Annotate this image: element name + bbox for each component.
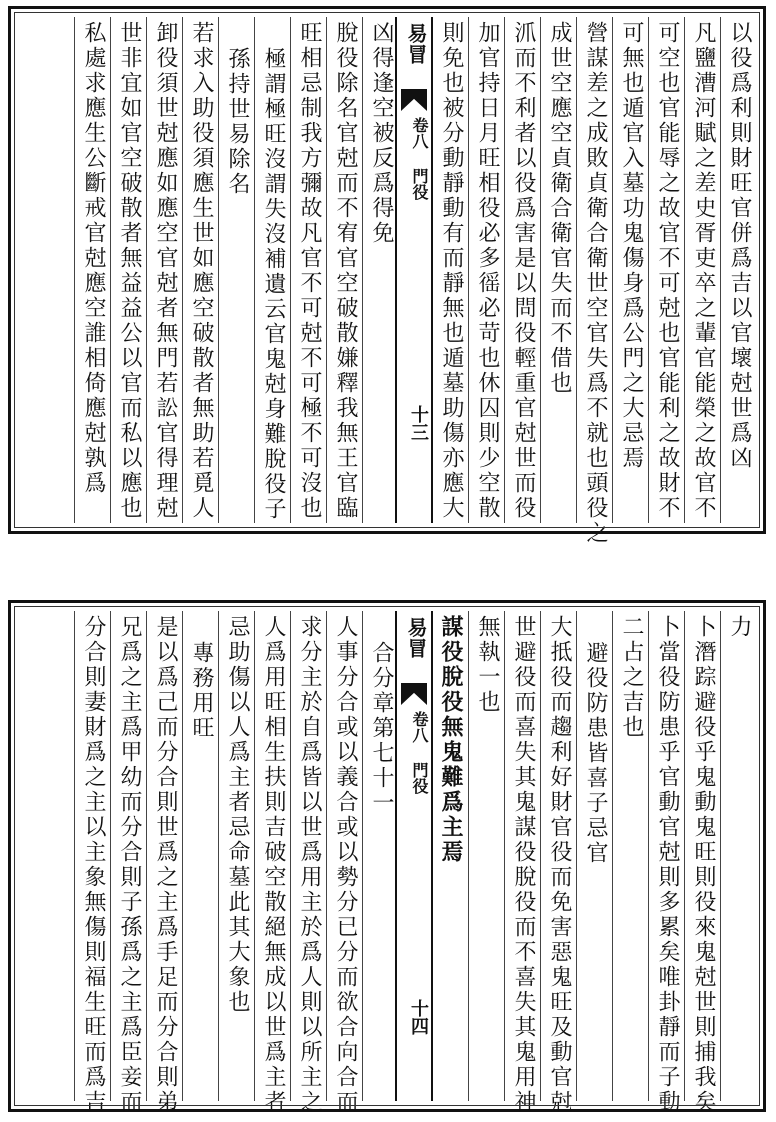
text-column bbox=[326, 611, 363, 1115]
text-column bbox=[720, 17, 757, 523]
text-column bbox=[218, 17, 255, 523]
text-column bbox=[576, 611, 613, 1101]
column-text: 可空也官能辱之故官不可尅也官能利之故財不 bbox=[655, 21, 680, 521]
column-text: 謀役脫役無鬼難爲主焉 bbox=[438, 615, 464, 865]
column-text: 成世空應空貞衛合衛官失而不借也 bbox=[547, 21, 572, 396]
text-column bbox=[684, 611, 721, 1115]
text-column bbox=[182, 17, 219, 523]
folio-number: 十三 bbox=[408, 405, 429, 441]
column-text: 若求入助役須應生世如應空破散者無助若覓人 bbox=[189, 21, 214, 521]
text-column bbox=[504, 17, 541, 523]
column-text: 凡鹽漕河賦之差史胥吏卒之輩官能榮之故官不 bbox=[691, 21, 716, 521]
text-column bbox=[684, 17, 721, 523]
running-title: 易冒 bbox=[404, 23, 428, 65]
fishtail-mark bbox=[401, 683, 427, 705]
column-text: 卜當役防患乎官動官尅則多累矣唯卦靜而子動 bbox=[655, 615, 680, 1115]
column-text: 二占之吉也 bbox=[619, 615, 644, 740]
column-text: 忌助傷以人爲主者忌命墓此其大象也 bbox=[225, 615, 250, 1015]
folio-number: 十四 bbox=[408, 999, 429, 1035]
text-column bbox=[110, 611, 147, 1115]
column-text: 分合則妻財爲之主以主象無傷則福生旺而爲吉 bbox=[81, 615, 106, 1115]
text-column bbox=[540, 17, 577, 523]
page-bottom bbox=[8, 600, 766, 1115]
center-fold-column bbox=[395, 611, 433, 1101]
text-column bbox=[576, 17, 613, 546]
column-text: 大抵役而趨利好財官役而免害惡鬼旺及動官尅 bbox=[547, 615, 572, 1115]
text-column bbox=[612, 611, 649, 1101]
column-text: 求分主於自爲皆以世爲用主於爲人則以所主之 bbox=[297, 615, 322, 1115]
column-text: 卜潛踪避役乎鬼動鬼旺則役來鬼尅世則捕我矣 bbox=[691, 615, 716, 1115]
section-label: 卷八 門役 bbox=[410, 711, 429, 794]
column-text: 是以爲己而分合則世爲之主爲手足而分合則弟 bbox=[153, 615, 178, 1115]
text-column bbox=[504, 611, 541, 1115]
center-fold-column bbox=[395, 17, 433, 523]
text-column bbox=[146, 17, 183, 523]
section-label: 卷八 門役 bbox=[410, 117, 429, 200]
column-text: 加官持日月旺相役必多徭必苛也休囚則少空散 bbox=[475, 21, 500, 521]
text-column bbox=[326, 17, 363, 523]
column-text: 避役防患皆喜子忌官 bbox=[583, 641, 608, 866]
fishtail-mark bbox=[401, 89, 427, 111]
column-text: 則免也被分動靜動有而靜無也遁墓助傷亦應大 bbox=[439, 21, 464, 521]
text-column bbox=[110, 17, 147, 523]
column-text: 私處求應生公斷戒官尅應空誰相倚應尅孰爲 bbox=[81, 21, 106, 496]
text-column bbox=[254, 17, 291, 523]
column-text: 脫役除名官尅而不宥官空破散嫌釋我無王官臨 bbox=[333, 21, 358, 521]
chapter-heading bbox=[362, 611, 399, 1101]
text-column bbox=[720, 611, 757, 1101]
text-column bbox=[612, 17, 649, 523]
column-text: 營謀差之成敗貞衛合衛世空官失爲不就也頭役之 bbox=[583, 21, 608, 546]
text-column bbox=[432, 17, 469, 523]
text-column bbox=[432, 611, 469, 1101]
column-text: 兄爲之主爲甲幼而分合則子孫爲之主爲臣妾而 bbox=[117, 615, 142, 1115]
text-column bbox=[540, 611, 577, 1115]
text-column bbox=[290, 17, 327, 523]
column-text: 人爲用旺相生扶則吉破空散絕無成以世爲主者 bbox=[261, 615, 286, 1115]
text-column bbox=[468, 611, 505, 1101]
text-column bbox=[74, 17, 111, 523]
column-text: 沠而不利者以役爲害是以問役輕重官尅世而役 bbox=[511, 21, 536, 521]
column-text: 力 bbox=[727, 615, 752, 640]
column-text: 可無也遁官入墓功鬼傷身爲公門之大忌焉 bbox=[619, 21, 644, 471]
column-text: 無執一也 bbox=[475, 615, 500, 715]
page-top bbox=[8, 6, 766, 546]
text-column bbox=[648, 611, 685, 1115]
column-text: 卸役須世尅應如應空官尅者無門若訟官得理尅 bbox=[153, 21, 178, 521]
column-text: 世非宜如官空破散者無益益公以官而私以應也 bbox=[117, 21, 142, 521]
column-text: 凶得逢空被反爲得免 bbox=[369, 21, 394, 246]
column-text: 以役爲利則財旺官併爲吉以官壞尅世爲凶 bbox=[727, 21, 752, 471]
column-text: 專務用旺 bbox=[189, 641, 214, 741]
column-text: 合分章第七十一 bbox=[369, 641, 394, 816]
text-column bbox=[182, 611, 219, 1101]
column-text: 孫持世易除名 bbox=[225, 47, 250, 197]
column-text: 旺相忌制我方彌故凡官不可尅不可極不可沒也 bbox=[297, 21, 322, 521]
running-title: 易冒 bbox=[404, 617, 428, 659]
column-text: 極謂極旺沒謂失沒補遺云官鬼尅身難脫役子 bbox=[261, 47, 286, 522]
text-column bbox=[362, 17, 399, 523]
column-text: 世避役而喜失其鬼謀役脫役而不喜失其鬼用神 bbox=[511, 615, 536, 1115]
text-column bbox=[648, 17, 685, 523]
text-column bbox=[290, 611, 327, 1115]
text-column bbox=[468, 17, 505, 523]
text-column bbox=[218, 611, 255, 1101]
text-column bbox=[254, 611, 291, 1115]
text-column bbox=[74, 611, 111, 1115]
column-text: 人事分合或以義合或以勢分已分而欲合向合而 bbox=[333, 615, 358, 1115]
text-column bbox=[146, 611, 183, 1115]
